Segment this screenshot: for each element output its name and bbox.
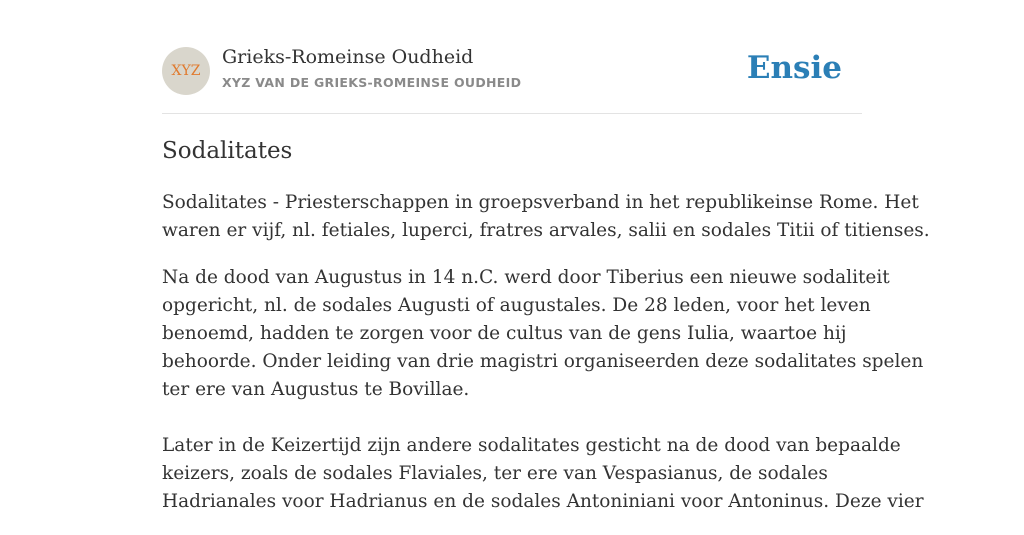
paragraph-line: keizers, zoals de sodales Flaviales, ter ere van Vespasianus, de sodales bbox=[162, 463, 828, 484]
publication-avatar[interactable]: XYZ bbox=[162, 47, 210, 95]
paragraph-line: behoorde. Onder leiding van drie magistri organiseerden deze sodalitates spelen bbox=[162, 351, 924, 372]
article-body bbox=[162, 189, 930, 535]
paragraph-line: ter ere van Augustus te Bovillae. bbox=[162, 379, 470, 400]
paragraph-line: Hadrianales voor Hadrianus en de sodales Antoniniani voor Antoninus. Deze vier bbox=[162, 491, 924, 512]
paragraph-intro bbox=[162, 189, 930, 245]
paragraph-line: Na de dood van Augustus in 14 n.C. werd door Tiberius een nieuwe sodaliteit bbox=[162, 267, 890, 288]
ensie-logo[interactable]: Ensie bbox=[746, 50, 842, 86]
paragraph-line: waren er vijf, nl. fetiales, luperci, fratres arvales, salii en sodales Titii of titienses. bbox=[162, 220, 930, 241]
paragraph-line: Sodalitates - Priesterschappen in groepsverband in het republikeinse Rome. Het bbox=[162, 192, 919, 213]
publication-title[interactable]: Grieks-Romeinse Oudheid bbox=[222, 46, 474, 68]
publication-header bbox=[162, 46, 862, 96]
publication-subtitle[interactable]: XYZ VAN DE GRIEKS-ROMEINSE OUDHEID bbox=[222, 75, 522, 90]
paragraph-line: opgericht, nl. de sodales Augusti of augustales. De 28 leden, voor het leven bbox=[162, 295, 871, 316]
paragraph-break bbox=[162, 404, 872, 432]
paragraph-line: benoemd, hadden te zorgen voor de cultus van de gens Iulia, waartoe hij bbox=[162, 323, 847, 344]
header-divider bbox=[162, 113, 862, 114]
paragraph-augustales bbox=[162, 264, 924, 516]
paragraph-line: Later in de Keizertijd zijn andere sodalitates gesticht na de dood van bepaalde bbox=[162, 435, 901, 456]
article-title: Sodalitates bbox=[162, 138, 293, 164]
